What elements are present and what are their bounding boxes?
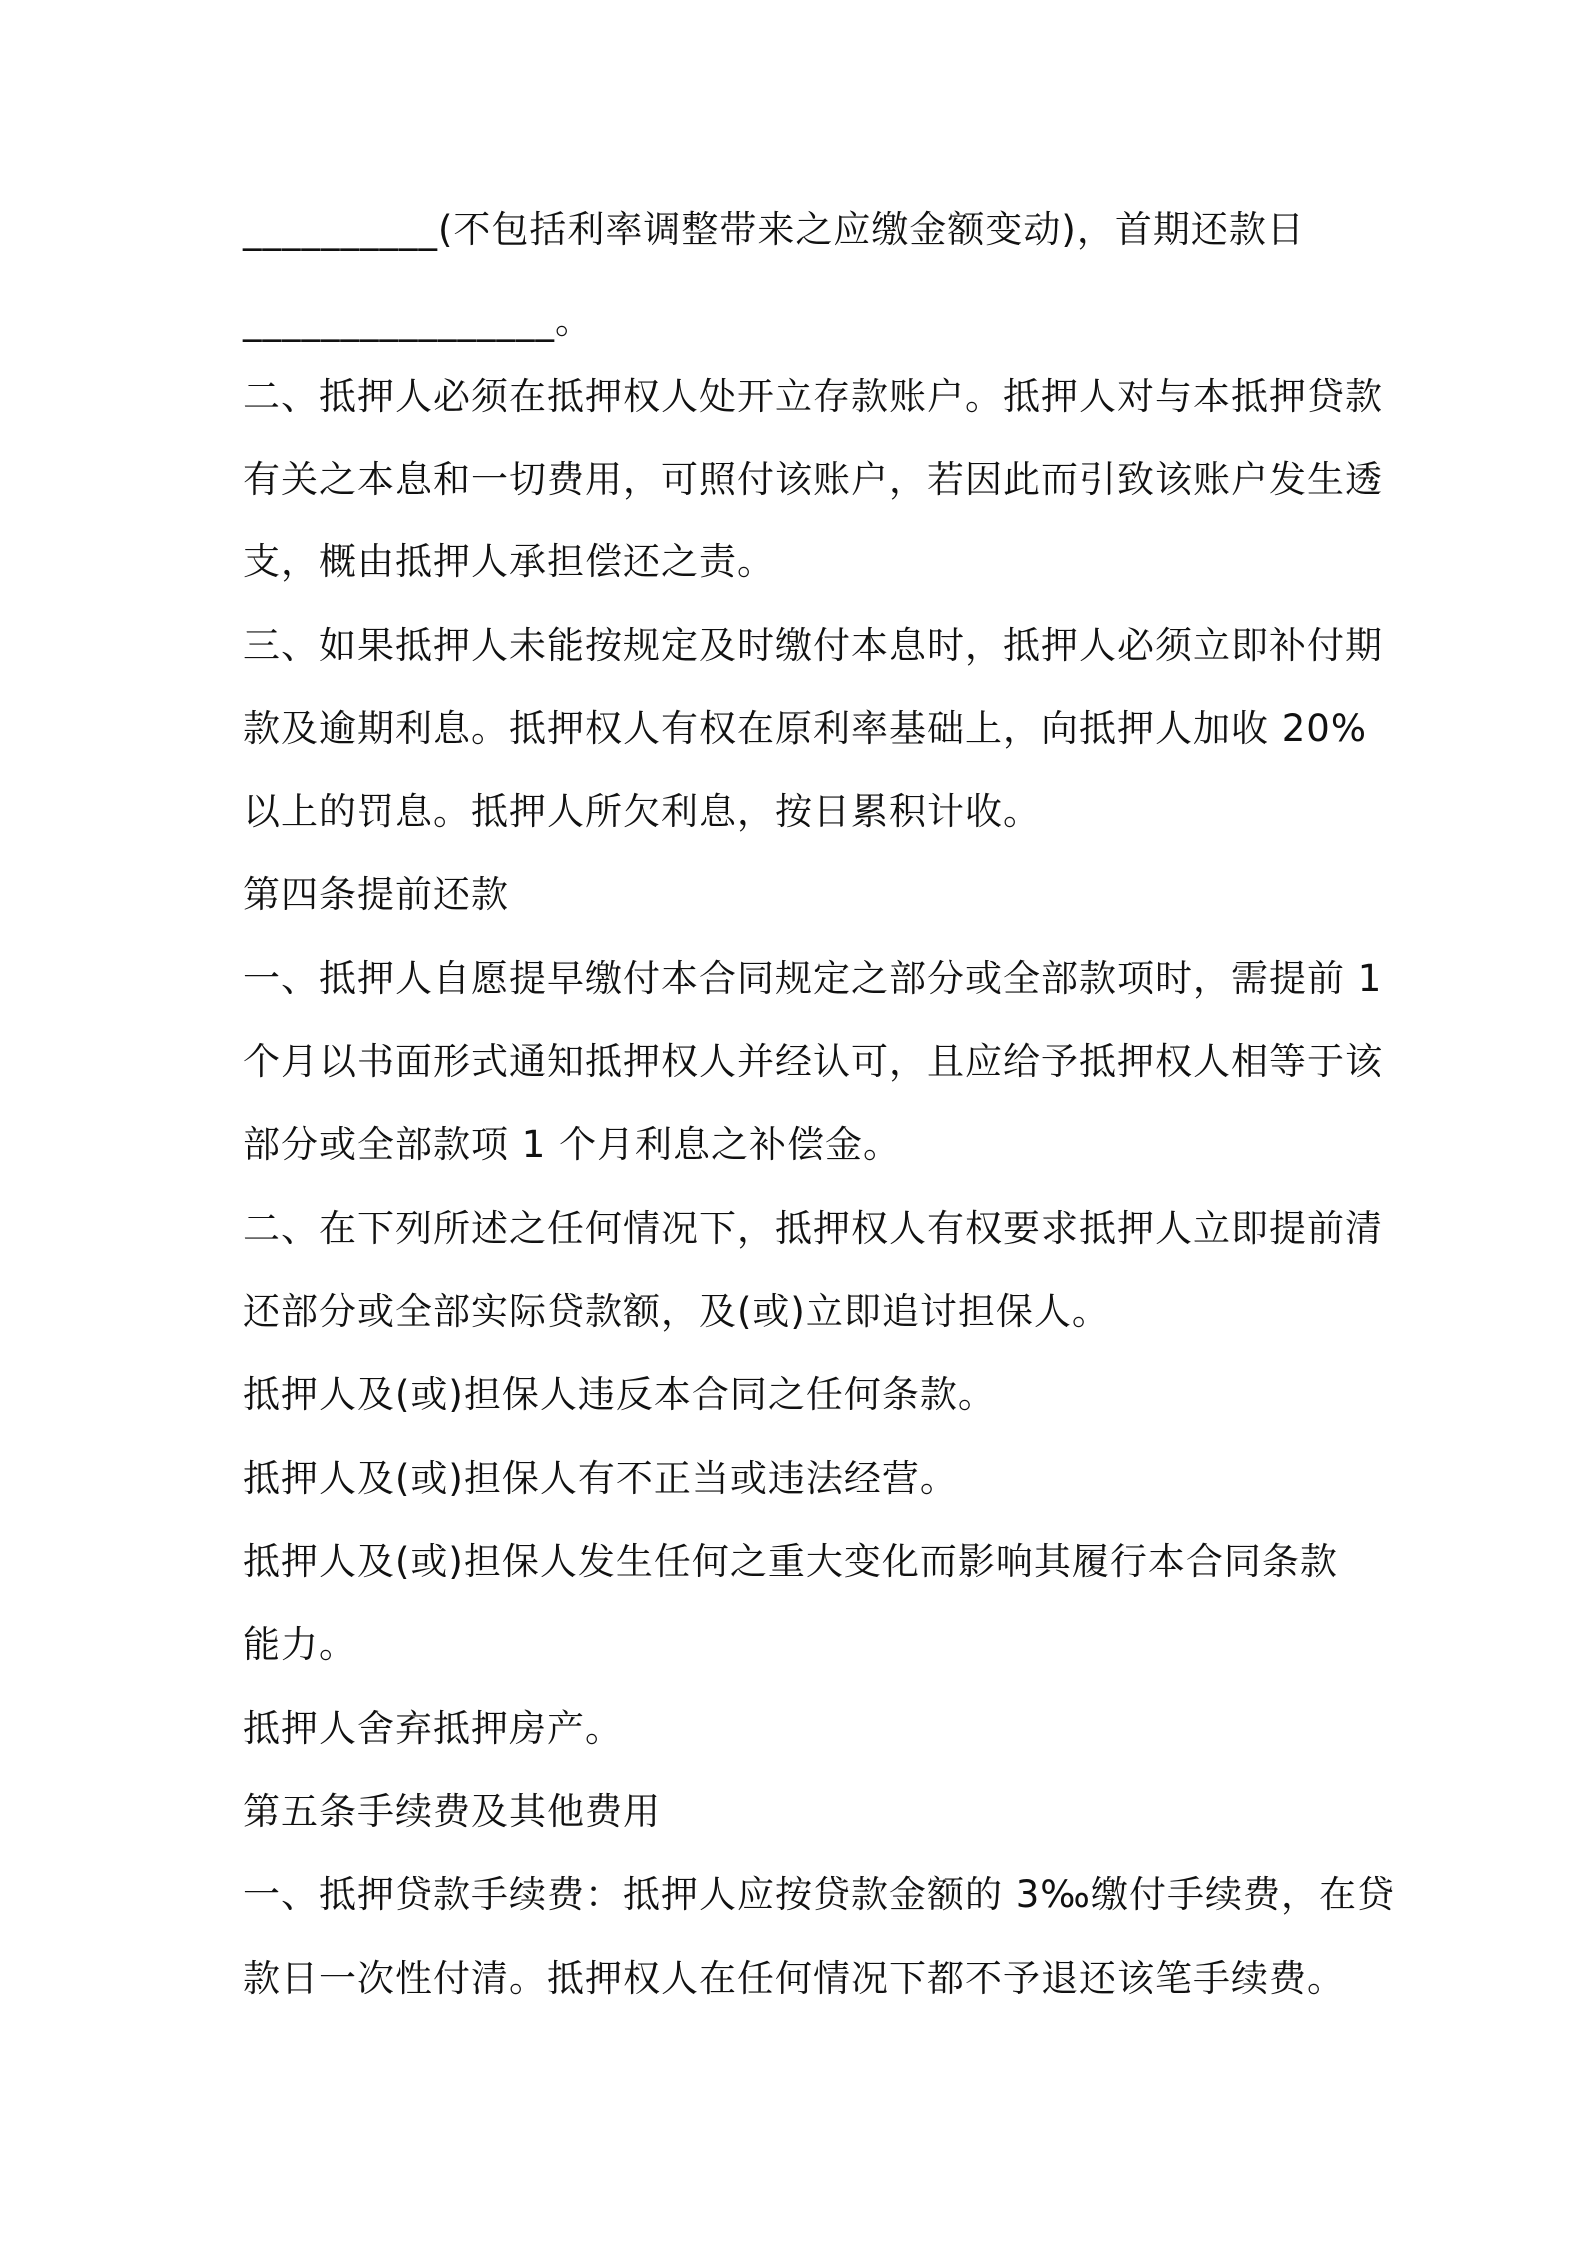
text-line-8: 以上的罚息。抵押人所欠利息，按日累积计收。	[243, 790, 1041, 833]
text-line-17: 抵押人及(或)担保人发生任何之重大变化而影响其履行本合同条款	[243, 1540, 1338, 1583]
text-line-1: __________(不包括利率调整带来之应缴金额变动)，首期还款日	[243, 208, 1305, 251]
text-line-16: 抵押人及(或)担保人有不正当或违法经营。	[243, 1457, 958, 1500]
text-line-18: 能力。	[243, 1623, 357, 1666]
text-line-6: 三、如果抵押人未能按规定及时缴付本息时，抵押人必须立即补付期	[243, 624, 1383, 667]
text-line-5: 支，概由抵押人承担偿还之责。	[243, 540, 775, 583]
section-heading-5: 第五条手续费及其他费用	[243, 1790, 661, 1833]
text-line-15: 抵押人及(或)担保人违反本合同之任何条款。	[243, 1373, 996, 1416]
text-line-7: 款及逾期利息。抵押权人有权在原利率基础上，向抵押人加收 20%	[243, 707, 1367, 750]
text-line-2: ________________。	[243, 299, 593, 342]
text-line-21: 一、抵押贷款手续费：抵押人应按贷款金额的 3‰缴付手续费，在贷	[243, 1873, 1395, 1916]
text-line-10: 一、抵押人自愿提早缴付本合同规定之部分或全部款项时，需提前 1	[243, 957, 1383, 1000]
text-line-14: 还部分或全部实际贷款额，及(或)立即追讨担保人。	[243, 1290, 1110, 1333]
text-line-11: 个月以书面形式通知抵押权人并经认可，且应给予抵押权人相等于该	[243, 1040, 1383, 1083]
section-heading-4: 第四条提前还款	[243, 873, 509, 916]
text-line-12: 部分或全部款项 1 个月利息之补偿金。	[243, 1123, 902, 1166]
text-line-3: 二、抵押人必须在抵押权人处开立存款账户。抵押人对与本抵押贷款	[243, 375, 1383, 418]
text-line-22: 款日一次性付清。抵押权人在任何情况下都不予退还该笔手续费。	[243, 1957, 1345, 2000]
text-line-4: 有关之本息和一切费用，可照付该账户，若因此而引致该账户发生透	[243, 458, 1383, 501]
text-line-19: 抵押人舍弃抵押房产。	[243, 1707, 623, 1750]
text-line-13: 二、在下列所述之任何情况下，抵押权人有权要求抵押人立即提前清	[243, 1207, 1383, 1250]
